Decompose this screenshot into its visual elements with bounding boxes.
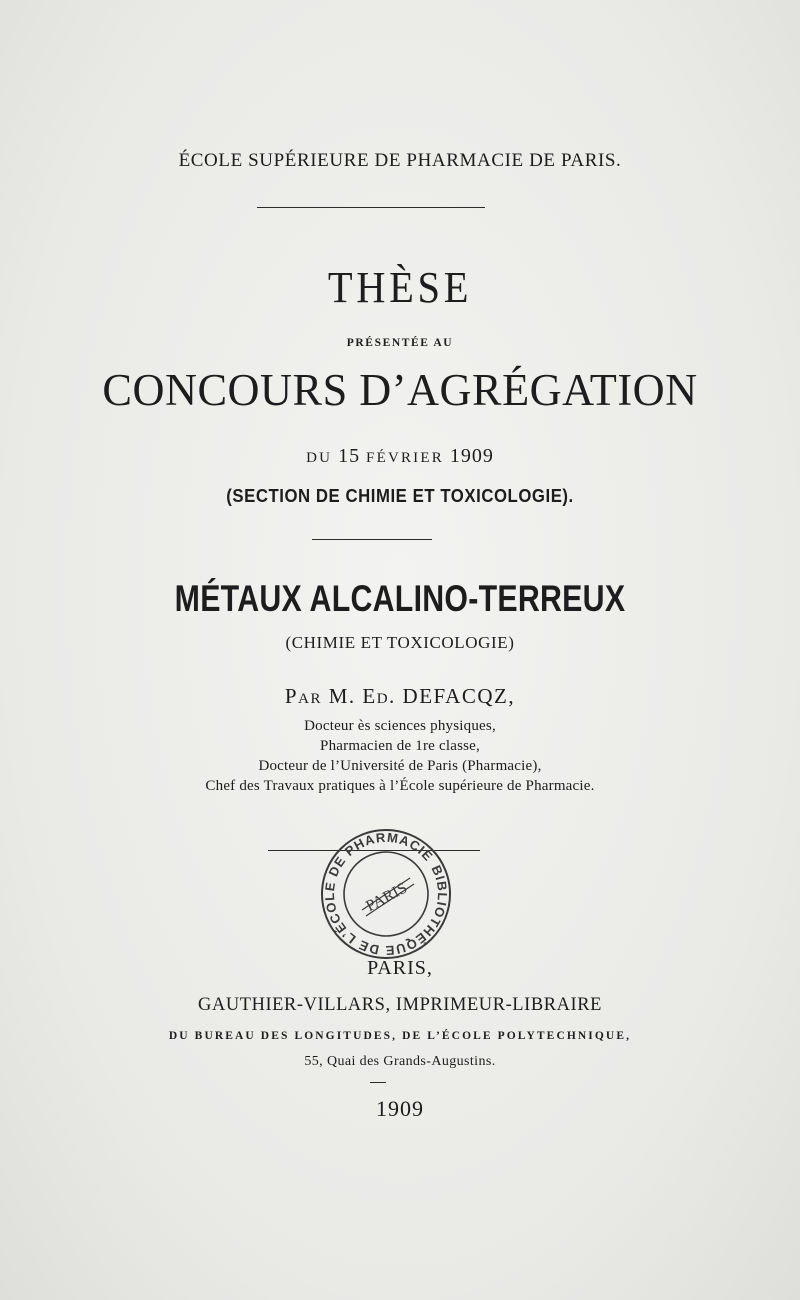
date-month: FÉVRIER (360, 450, 450, 466)
publisher-name: GAUTHIER-VILLARS, IMPRIMEUR-LIBRAIRE (198, 994, 602, 1015)
work-subtitle: (CHIMIE ET TOXICOLOGIE) (285, 633, 515, 652)
divider-rule (312, 539, 432, 540)
presented-label: PRÉSENTÉE AU (346, 337, 454, 349)
credential-line: Docteur ès sciences physiques, (304, 718, 496, 734)
library-stamp (318, 826, 454, 962)
divider-rule (370, 1082, 386, 1083)
divider-rule (257, 207, 485, 208)
author-name-start: M. E (321, 684, 377, 708)
author-name-end: . DEFACQZ, (389, 684, 516, 708)
credential-line: Pharmacien de 1re classe, (320, 738, 480, 754)
imprint-city: PARIS, (367, 957, 433, 979)
author-line (0, 684, 800, 709)
credential-line: Chef des Travaux pratiques à l’École supérieure de Pharmacie. (205, 778, 595, 794)
credential-line: Docteur de l’Université de Paris (Pharmacie), (258, 758, 542, 774)
thesis-heading: THÈSE (327, 263, 473, 312)
publisher-address: 55, Quai des Grands-Augustins. (304, 1054, 496, 1069)
author-name-smallcap: D (376, 691, 390, 707)
date-prefix: DU (306, 450, 339, 466)
school-name: ÉCOLE SUPÉRIEURE DE PHARMACIE DE PARIS. (178, 150, 622, 171)
date-day: 15 (338, 445, 361, 467)
publisher-affiliation: DU BUREAU DES LONGITUDES, DE L’ÉCOLE POLYTECHNIQUE, (168, 1030, 632, 1042)
section-label: (SECTION DE CHIMIE ET TOXICOLOGIE). (226, 486, 574, 506)
date-year: 1909 (449, 445, 494, 467)
exam-date (0, 445, 800, 468)
concours-heading: CONCOURS D’AGRÉGATION (102, 365, 698, 415)
par-initial: P (284, 684, 299, 708)
stamp-center-text: PARIS (363, 879, 411, 916)
work-title: MÉTAUX ALCALINO-TERREUX (174, 578, 626, 619)
publication-year: 1909 (376, 1096, 424, 1121)
par-rest: AR (298, 691, 322, 707)
stamp-ring-text: BIBLIOTHÈQUE DE L’ÉCOLE DE PHARMACIE (321, 829, 451, 959)
